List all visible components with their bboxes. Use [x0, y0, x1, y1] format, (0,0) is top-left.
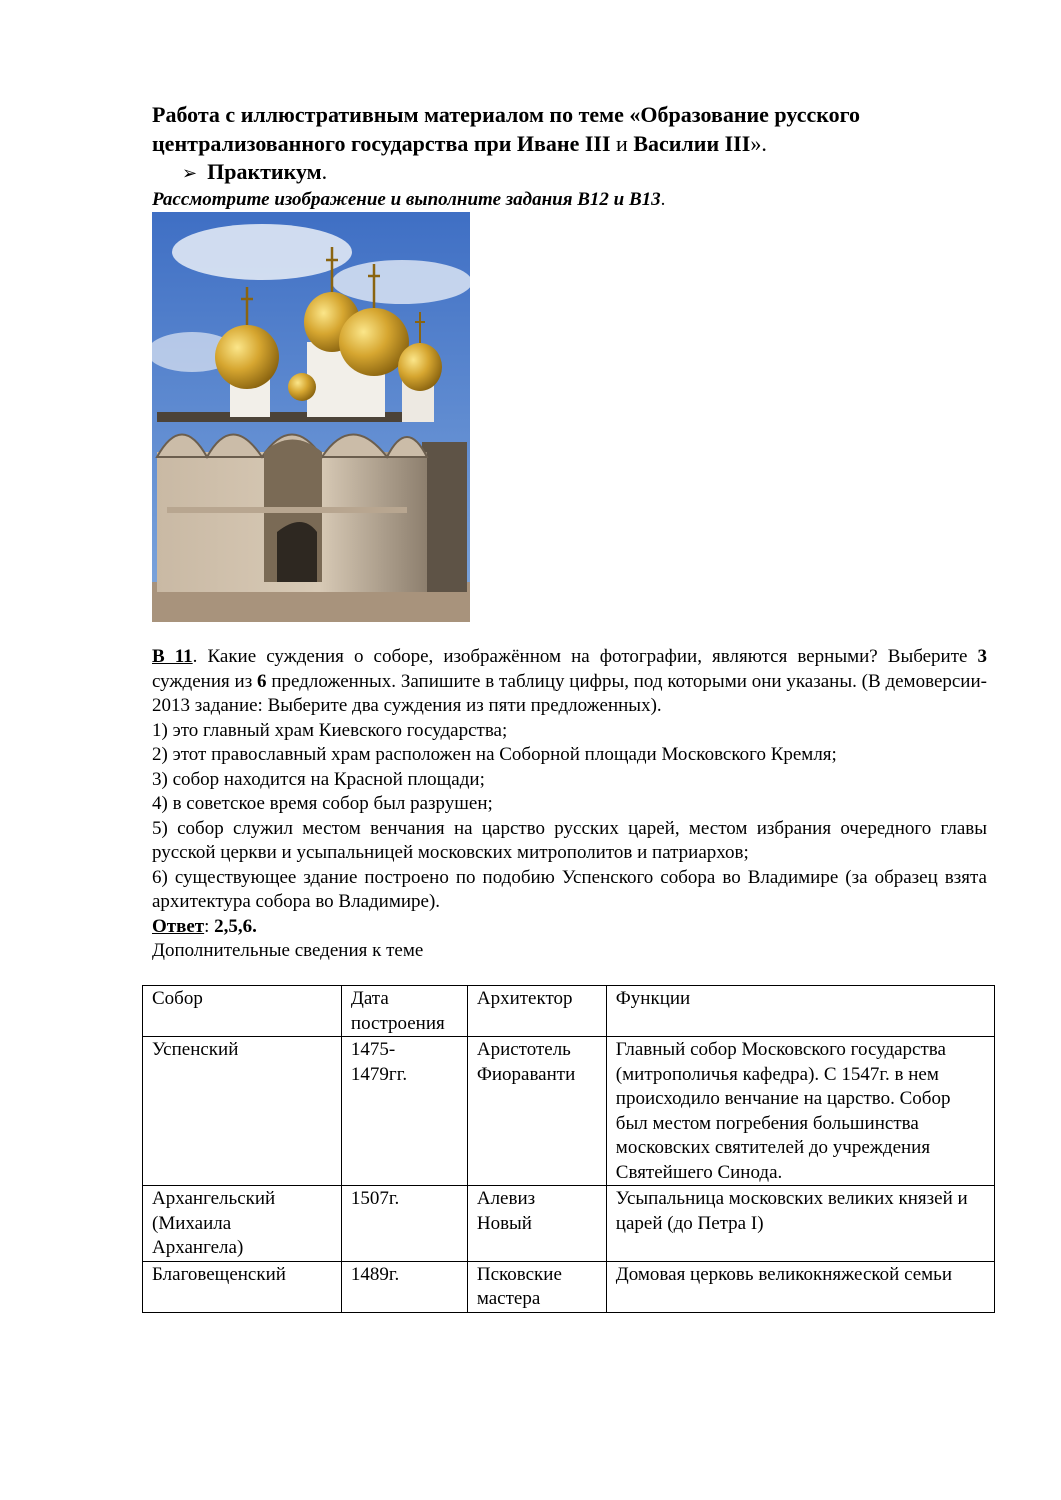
- option-item: 4) в советское время собор был разрушен;: [152, 793, 493, 814]
- instruction-dot: .: [660, 189, 666, 210]
- table-cell: Благовещенский: [143, 1261, 342, 1312]
- question-count-a: 3: [977, 646, 988, 667]
- title-text: Работа с иллюстративным материалом по теме «Образование русского централизованного государства при Иване III: [152, 102, 861, 156]
- table-header-cell: Дата построения: [341, 986, 467, 1037]
- practicum-heading: [182, 158, 987, 187]
- answer-value: 2,5,6.: [214, 915, 257, 937]
- title-text-end: Василии III: [633, 131, 751, 156]
- document-header: [152, 100, 987, 213]
- question-text-b: суждения из: [152, 670, 258, 692]
- table-cell: Псковские мастера: [467, 1261, 606, 1312]
- table-cell: Успенский: [143, 1037, 342, 1186]
- arrow-bullet-icon: ➢: [182, 163, 198, 183]
- table-cell: 1475-1479гг.: [341, 1037, 467, 1186]
- cathedrals-table: [142, 985, 995, 1313]
- table-cell: 1507г.: [341, 1186, 467, 1262]
- question-text-a: . Какие суждения о соборе, изображённом на фотографии, являются верными? Выберите: [192, 646, 978, 667]
- table-cell: Главный собор Московского государства (митрополичья кафедра). С 1547г. в нем происходило венчание на царство. Собор был местом погребения большинства московских святителей до учреждения Святейшего Синода.: [606, 1037, 994, 1186]
- table-cell: Домовая церковь великокняжеской семьи: [606, 1261, 994, 1312]
- document-title: [152, 100, 987, 158]
- question-b11: [152, 645, 987, 964]
- table-cell: 1489г.: [341, 1261, 467, 1312]
- table-cell: Усыпальница московских великих князей и царей (до Петра I): [606, 1186, 994, 1262]
- answer-line: [152, 915, 987, 940]
- instruction-label: Рассмотрите изображение и выполните задания В12 и В13: [152, 189, 661, 210]
- question-intro: [152, 645, 987, 719]
- instruction-text: [152, 187, 987, 213]
- option-item: 1) это главный храм Киевского государства;: [152, 719, 508, 741]
- answer-label: Ответ: [152, 915, 205, 937]
- table-cell: Аристотель Фиораванти: [467, 1037, 606, 1186]
- table-cell: Архангельский (Михаила Архангела): [143, 1186, 342, 1262]
- question-text-c: предложенных. Запишите в таблицу цифры, под которыми они указаны. (В демоверсии- 2013 задание: Выберите два суждения из пяти предложенных).: [152, 670, 987, 716]
- table-row: [143, 1037, 995, 1186]
- title-closing: ».: [750, 131, 767, 156]
- option-item: 2) этот православный храм расположен на Соборной площади Московского Кремля;: [152, 744, 837, 765]
- question-label: В 11: [152, 646, 193, 667]
- practicum-dot: .: [321, 159, 328, 184]
- question-count-b: 6: [257, 670, 267, 692]
- cathedral-photo: [152, 212, 470, 622]
- table-header-cell: Архитектор: [467, 986, 606, 1037]
- extra-info-heading: Дополнительные сведения к теме: [152, 940, 424, 961]
- table-header-cell: Собор: [143, 986, 342, 1037]
- table-cell: Алевиз Новый: [467, 1186, 606, 1262]
- table-header-cell: Функции: [606, 986, 994, 1037]
- table-header-row: [143, 986, 995, 1037]
- option-item: 6) существующее здание построено по подобию Успенского собора во Владимире (за образец взята архитектура собора во Владимире).: [152, 866, 987, 912]
- option-item: 3) собор находится на Красной площади;: [152, 768, 485, 790]
- answer-colon: :: [204, 915, 215, 937]
- option-item: 5) собор служил местом венчания на царство русских царей, местом избрания очередного главы русской церкви и усыпальницей московских митрополитов и патриархов;: [152, 817, 987, 863]
- table-row: [143, 1261, 995, 1312]
- table-row: [143, 1186, 995, 1262]
- title-conjunction: и: [616, 131, 628, 156]
- practicum-label: Практикум: [207, 159, 322, 184]
